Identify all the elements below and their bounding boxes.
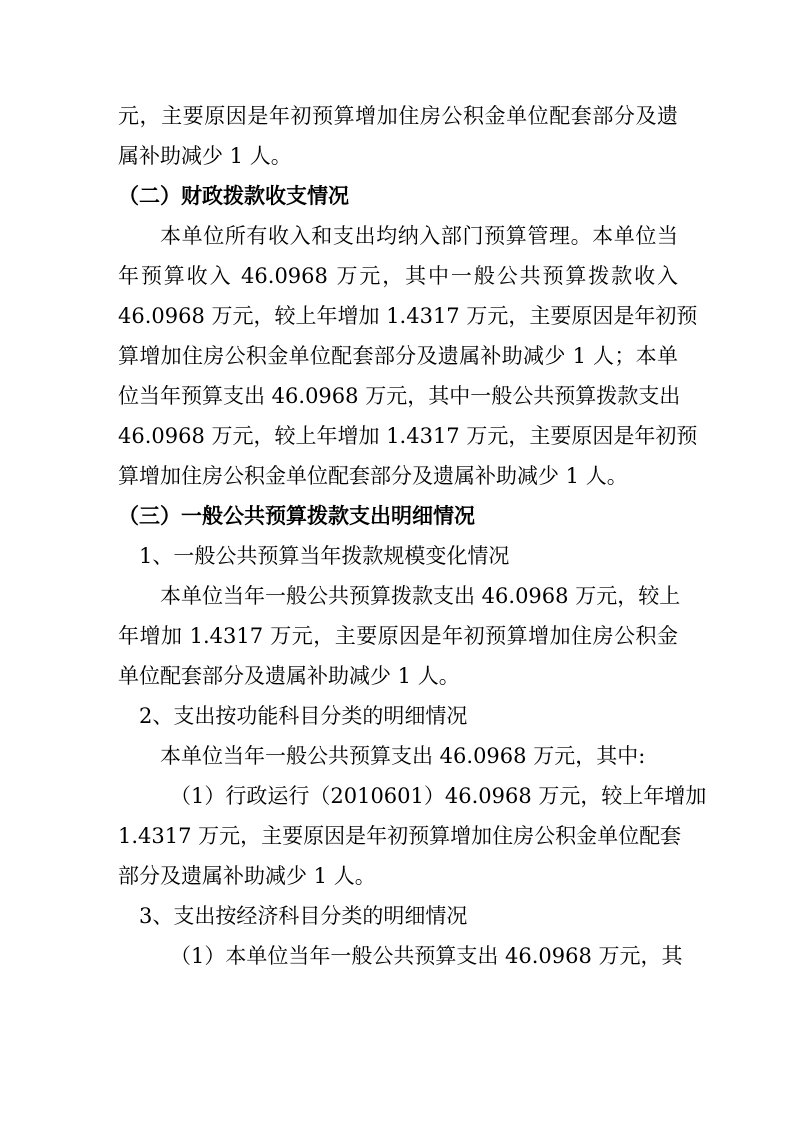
paragraph-line: 年增加 1.4317 万元，主要原因是年初预算增加住房公积金 (118, 624, 678, 648)
paragraph-line: 元，主要原因是年初预算增加住房公积金单位配套部分及遗 (118, 104, 678, 128)
paragraph-line: 位当年预算支出 46.0968 万元，其中一般公共预算拨款支出 (118, 384, 681, 408)
paragraph-line: 本单位当年一般公共预算支出 46.0968 万元，其中: (160, 744, 646, 768)
subsection-heading-1: 1、一般公共预算当年拨款规模变化情况 (139, 544, 510, 568)
paragraph-line: 46.0968 万元，较上年增加 1.4317 万元，主要原因是年初预 (118, 304, 698, 328)
paragraph-line: 本单位所有收入和支出均纳入部门预算管理。本单位当 (160, 224, 678, 248)
paragraph-line: 本单位当年一般公共预算拨款支出 46.0968 万元，较上 (160, 584, 681, 608)
paragraph-line: 算增加住房公积金单位配套部分及遗属补助减少 1 人。 (118, 464, 628, 488)
subsection-heading-3: 3、支出按经济科目分类的明细情况 (139, 904, 468, 928)
paragraph-line: （1）行政运行（2010601）46.0968 万元，较上年增加 (170, 784, 707, 808)
paragraph-line: 算增加住房公积金单位配套部分及遗属补助减少 1 人；本单 (118, 344, 678, 368)
section-heading-2: （二）财政拨款收支情况 (118, 183, 349, 208)
paragraph-line: 46.0968 万元，较上年增加 1.4317 万元，主要原因是年初预 (118, 424, 698, 448)
paragraph-line: 属补助减少 1 人。 (118, 144, 292, 168)
section-heading-3: （三）一般公共预算拨款支出明细情况 (118, 503, 475, 528)
paragraph-line: 年预算收入 46.0968 万元，其中一般公共预算拨款收入 (118, 264, 678, 288)
subsection-heading-2: 2、支出按功能科目分类的明细情况 (139, 704, 468, 728)
paragraph-line: （1）本单位当年一般公共预算支出 46.0968 万元，其 (170, 944, 683, 968)
document-page (118, 96, 707, 976)
paragraph-line: 部分及遗属补助减少 1 人。 (118, 864, 376, 888)
paragraph-line: 单位配套部分及遗属补助减少 1 人。 (118, 664, 460, 688)
paragraph-line: 1.4317 万元，主要原因是年初预算增加住房公积金单位配套 (118, 824, 682, 848)
